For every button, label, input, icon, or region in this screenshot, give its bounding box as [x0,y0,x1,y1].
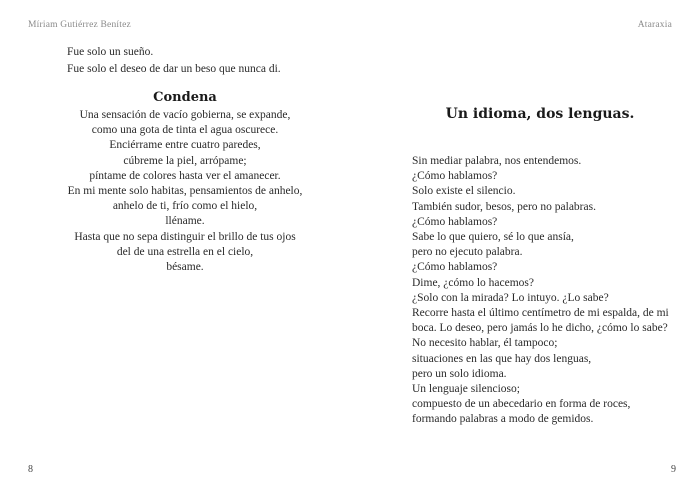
verse-line: ¿Solo con la mirada? Lo intuyo. ¿Lo sabe? [412,291,609,304]
verse-line: compuesto de un abecedario en forma de roces, [412,398,631,411]
right-page [350,0,700,500]
verse-line: Enciérrame entre cuatro paredes, [109,139,261,152]
verse-line: Sin mediar palabra, nos entendemos. [412,155,582,167]
verse-line: ¿Cómo hablamos? [412,170,498,183]
verse-line: Solo existe el silencio. [412,185,516,198]
poem-condena [30,90,340,275]
verse-line: ¿Cómo hablamos? [412,261,498,274]
verse-line: Dime, ¿cómo lo hacemos? [412,276,534,289]
poem-title: Un idioma, dos lenguas. [445,106,635,122]
verse-line: Sabe lo que quiero, sé lo que ansía, [412,231,574,244]
verse-line: Recorre hasta el último centímetro de mi espalda, de mi [412,307,669,320]
verse-line: bésame. [166,261,204,274]
verse-line: lléname. [165,215,205,228]
intro-verses [67,44,281,78]
verse-line: anhelo de ti, frío como el hielo, [112,200,258,213]
verse-line: pero no ejecuto palabra. [412,246,523,259]
verse-line: Una sensación de vacío gobierna, se expande, [79,109,291,121]
verse-line: ¿Cómo hablamos? [412,215,498,228]
verse-line: pero un solo idioma. [412,367,507,380]
verse-line: píntame de colores hasta ver el amanecer. [89,169,281,182]
verse-line: como una gota de tinta el agua oscurece. [91,124,279,137]
poem-un-idioma [412,154,669,428]
verse-line: También sudor, besos, pero no palabras. [412,200,596,213]
poem-title: Condena [153,90,217,105]
verse-line: boca. Lo deseo, pero jamás lo he dicho, ¿cómo lo sabe? [412,322,668,335]
verse-line: Fue solo el deseo de dar un beso que nunca di. [67,63,281,75]
verse-line: formando palabras a modo de gemidos. [412,413,594,426]
verse-line: No necesito hablar, él tampoco; [412,337,558,350]
verse-line: Un lenguaje silencioso; [412,383,520,396]
verse-line: Hasta que no sepa distinguir el brillo de tus ojos [74,230,296,243]
verse-line: cúbreme la piel, arrópame; [123,154,247,167]
author-running-head: Míriam Gutiérrez Benítez [28,20,131,30]
page-number: 8 [28,464,33,475]
page-number: 9 [671,464,676,475]
verse-line: del de una estrella en el cielo, [116,245,254,258]
poem-body [30,108,340,275]
book-title-running-head: Ataraxia [637,20,672,30]
verse-line: situaciones en las que hay dos lenguas, [412,352,592,365]
verse-line: En mi mente solo habitas, pensamientos de anhelo, [67,185,303,198]
verse-line: Fue solo un sueño. [67,46,154,58]
